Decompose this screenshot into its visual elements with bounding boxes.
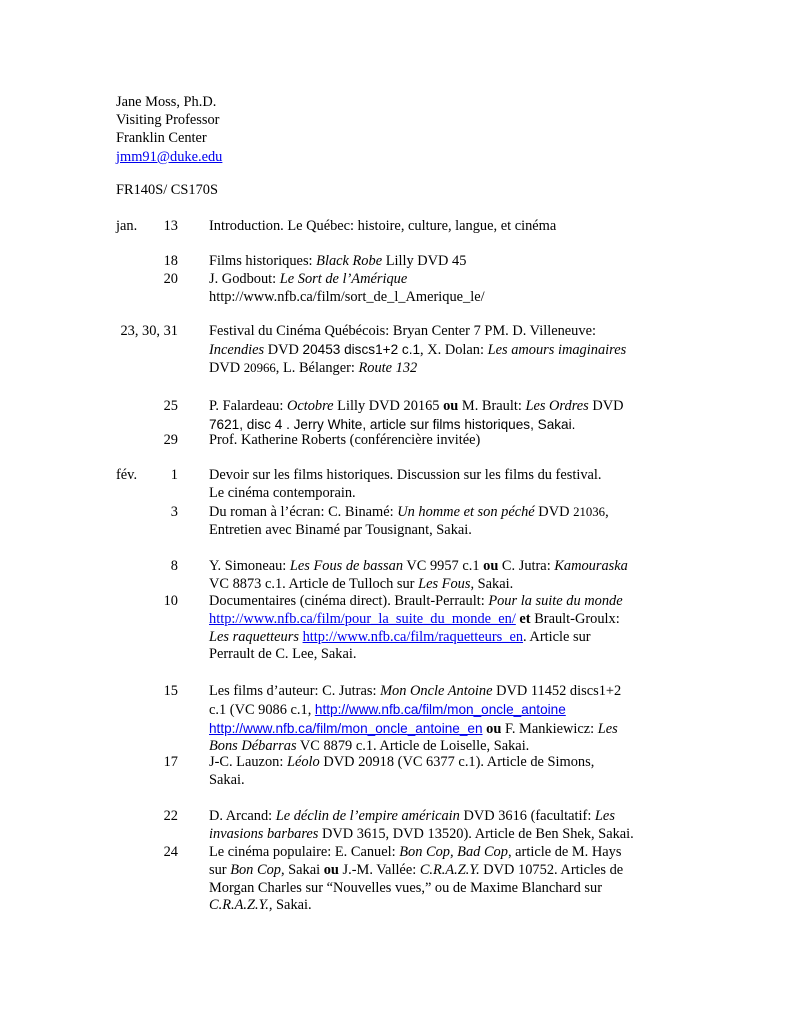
entry-description xyxy=(209,432,684,450)
film-title: Un homme et son péché xyxy=(397,504,535,520)
text-segment: DVD 3615, DVD 13520). Article de Ben Shek, Sakai. xyxy=(318,825,634,842)
text-segment: , Sakai. xyxy=(470,575,514,592)
text-segment: Lilly DVD 20165 xyxy=(333,398,444,414)
description-line xyxy=(209,576,684,594)
entry-description xyxy=(209,504,684,540)
text-segment: Documentaires (cinéma direct). Brault-Perrault: xyxy=(209,593,489,609)
description-line xyxy=(209,485,684,503)
text-segment: 7621, disc 4 . Jerry White, article sur films historiques, Sakai. xyxy=(209,416,576,432)
day-label: 15 xyxy=(163,683,178,699)
film-title: Léolo xyxy=(286,754,320,770)
film-title: Les Fous xyxy=(418,575,471,592)
text-segment: C. Jutra: xyxy=(498,558,555,574)
description-line xyxy=(209,683,684,701)
entry-description xyxy=(209,398,684,435)
day-label: 8 xyxy=(170,558,178,574)
text-segment: Sakai. xyxy=(209,771,245,788)
day-label: 23, 30, 31 xyxy=(120,323,178,339)
text-segment: Introduction. Le Québec: histoire, culture, langue, et cinéma xyxy=(209,218,557,234)
day-label: 3 xyxy=(170,504,178,520)
film-link[interactable]: http://www.nfb.ca/film/mon_oncle_antoine xyxy=(314,701,566,717)
description-line xyxy=(209,880,684,898)
film-title: C.R.A.Z.Y., xyxy=(209,897,273,914)
conjunction: et xyxy=(519,610,531,627)
text-segment: M. Brault: xyxy=(458,398,526,414)
day-label: 20 xyxy=(163,271,178,287)
text-segment: J.-M. Vallée: xyxy=(338,861,420,878)
film-link[interactable]: http://www.nfb.ca/film/raquetteurs_en xyxy=(302,628,524,645)
text-segment: J. Godbout: xyxy=(209,271,280,287)
description-line xyxy=(209,629,684,647)
film-title: Les Ordres xyxy=(525,398,589,414)
text-segment: Le cinéma contemporain. xyxy=(209,484,356,501)
film-link[interactable]: http://www.nfb.ca/film/pour_la_suite_du_monde_en/ xyxy=(209,610,516,627)
text-segment: . Article sur xyxy=(523,628,591,645)
film-title: Pour la suite du monde xyxy=(488,593,623,609)
day-label: 10 xyxy=(163,593,178,609)
description-line xyxy=(209,720,684,739)
entry-description xyxy=(209,754,684,790)
film-title: C.R.A.Z.Y. xyxy=(419,861,480,878)
text-segment: DVD xyxy=(588,398,624,414)
description-line xyxy=(209,826,684,844)
description-line xyxy=(209,218,684,236)
description-line xyxy=(209,701,684,720)
text-segment: , article de M. Hays xyxy=(507,844,622,860)
conjunction: ou xyxy=(483,558,499,574)
description-line xyxy=(209,611,684,629)
text-segment: DVD 11452 discs1+2 xyxy=(492,683,622,699)
description-line xyxy=(209,323,684,341)
text-segment: Perrault de C. Lee, Sakai. xyxy=(209,646,357,663)
film-title: Mon Oncle Antoine xyxy=(380,683,493,699)
film-title: Les amours imaginaires xyxy=(487,341,627,358)
day-label: 17 xyxy=(163,754,178,770)
text-segment: DVD xyxy=(534,504,574,520)
film-title: Bons Débarras xyxy=(209,738,297,755)
text-segment: , xyxy=(605,504,609,520)
text-segment: , X. Dolan: xyxy=(420,341,488,358)
conjunction: ou xyxy=(323,861,339,878)
text-segment: , Sakai xyxy=(280,861,324,878)
description-line xyxy=(209,289,684,307)
description-line xyxy=(209,808,684,826)
description-line xyxy=(209,432,684,450)
instructor-center: Franklin Center xyxy=(116,130,207,147)
day-label: 18 xyxy=(163,253,178,269)
description-line xyxy=(209,862,684,880)
text-segment: Brault-Groulx: xyxy=(530,610,620,627)
text-segment: Films historiques: xyxy=(209,253,317,269)
text-segment: 20966 xyxy=(243,360,276,375)
text-segment: D. Arcand: xyxy=(209,808,276,824)
film-title: invasions barbares xyxy=(209,825,319,842)
day-label: 22 xyxy=(163,808,178,824)
conjunction: ou xyxy=(486,720,502,737)
entry-description xyxy=(209,683,684,756)
text-segment: J-C. Lauzon: xyxy=(209,754,287,770)
description-line xyxy=(209,467,684,485)
entry-description xyxy=(209,467,684,503)
film-title: Le déclin de l’empire américain xyxy=(275,808,460,824)
instructor-name: Jane Moss, Ph.D. xyxy=(116,94,217,110)
film-title: Les raquetteurs xyxy=(209,628,299,645)
day-label: 29 xyxy=(163,432,178,448)
entry-description xyxy=(209,253,684,271)
text-segment: 20453 discs1+2 c.1 xyxy=(302,341,421,357)
film-title: Bon Cop, Bad Cop xyxy=(399,844,508,860)
entry-description xyxy=(209,558,684,594)
text-segment: F. Mankiewicz: xyxy=(501,720,598,737)
month-label: fév. xyxy=(116,467,138,483)
film-title: Bon Cop xyxy=(230,861,281,878)
description-line xyxy=(209,754,684,772)
text-segment: VC 9957 c.1 xyxy=(403,558,484,574)
description-line xyxy=(209,522,684,540)
text-segment: Y. Simoneau: xyxy=(209,558,290,574)
text-segment: sur xyxy=(209,861,231,878)
day-label: 25 xyxy=(163,398,178,414)
day-label: 1 xyxy=(170,467,178,483)
film-title: Incendies xyxy=(209,341,265,358)
description-line xyxy=(209,341,684,360)
course-code: FR140S/ CS170S xyxy=(116,182,218,198)
text-segment: VC 8879 c.1. Article de Loiselle, Sakai. xyxy=(296,738,530,755)
instructor-title: Visiting Professor xyxy=(116,112,220,129)
film-title: Black Robe xyxy=(316,253,383,269)
entry-description xyxy=(209,218,684,236)
text-segment: Du roman à l’écran: C. Binamé: xyxy=(209,504,398,520)
entry-description xyxy=(209,593,684,664)
text-segment: http://www.nfb.ca/film/sort_de_l_Amerique_le/ xyxy=(209,288,485,305)
text-segment: P. Falardeau: xyxy=(209,398,287,414)
film-link[interactable]: http://www.nfb.ca/film/mon_oncle_antoine_en xyxy=(209,720,483,736)
text-segment: DVD 3616 (facultatif: xyxy=(459,808,595,824)
text-segment: DVD 10752. Articles de xyxy=(479,861,624,878)
description-line xyxy=(209,593,684,611)
entry-description xyxy=(209,323,684,377)
film-title: Octobre xyxy=(286,398,334,414)
instructor-info xyxy=(116,93,222,166)
text-segment: c.1 (VC 9086 c.1, xyxy=(209,701,315,718)
text-segment: DVD xyxy=(209,359,244,376)
description-line xyxy=(209,398,684,416)
description-line xyxy=(209,646,684,664)
text-segment: Le cinéma populaire: E. Canuel: xyxy=(209,844,400,860)
text-segment: Sakai. xyxy=(272,897,312,914)
text-segment: Festival du Cinéma Québécois: Bryan Center 7 PM. D. Villeneuve: xyxy=(209,323,596,339)
text-segment: Devoir sur les films historiques. Discussion sur les films du festival. xyxy=(209,467,602,483)
email-link[interactable]: jmm91@duke.edu xyxy=(116,148,223,165)
description-line xyxy=(209,558,684,576)
conjunction: ou xyxy=(443,398,459,414)
entry-description xyxy=(209,808,684,844)
text-segment: Les films d’auteur: C. Jutras: xyxy=(209,683,381,699)
description-line xyxy=(209,253,684,271)
film-title: Kamouraska xyxy=(554,558,628,574)
text-segment: VC 8873 c.1. Article de Tulloch sur xyxy=(209,575,419,592)
film-title: Le Sort de l’Amérique xyxy=(279,271,408,287)
text-segment: , L. Bélanger: xyxy=(275,359,359,376)
description-line xyxy=(209,360,684,378)
text-segment: Lilly DVD 45 xyxy=(382,253,467,269)
film-title: Route 132 xyxy=(358,359,418,376)
film-title: Les Fous de bassan xyxy=(289,558,404,574)
description-line xyxy=(209,271,684,289)
text-segment: DVD xyxy=(264,341,303,358)
entry-description xyxy=(209,844,684,915)
text-segment: Morgan Charles sur “Nouvelles vues,” ou de Maxime Blanchard sur xyxy=(209,879,602,896)
month-label: jan. xyxy=(116,218,138,234)
text-segment: 21036 xyxy=(573,505,606,519)
text-segment: DVD 20918 (VC 6377 c.1). Article de Simons, xyxy=(319,754,595,770)
day-label: 24 xyxy=(163,844,178,860)
text-segment: Prof. Katherine Roberts (conférencière invitée) xyxy=(209,432,481,448)
description-line xyxy=(209,772,684,790)
description-line xyxy=(209,897,684,915)
text-segment: Entretien avec Binamé par Tousignant, Sakai. xyxy=(209,521,472,538)
description-line xyxy=(209,844,684,862)
film-title: Les xyxy=(597,720,618,737)
entry-description xyxy=(209,271,684,307)
film-title: Les xyxy=(594,808,615,824)
day-label: 13 xyxy=(163,218,178,234)
description-line xyxy=(209,504,684,522)
